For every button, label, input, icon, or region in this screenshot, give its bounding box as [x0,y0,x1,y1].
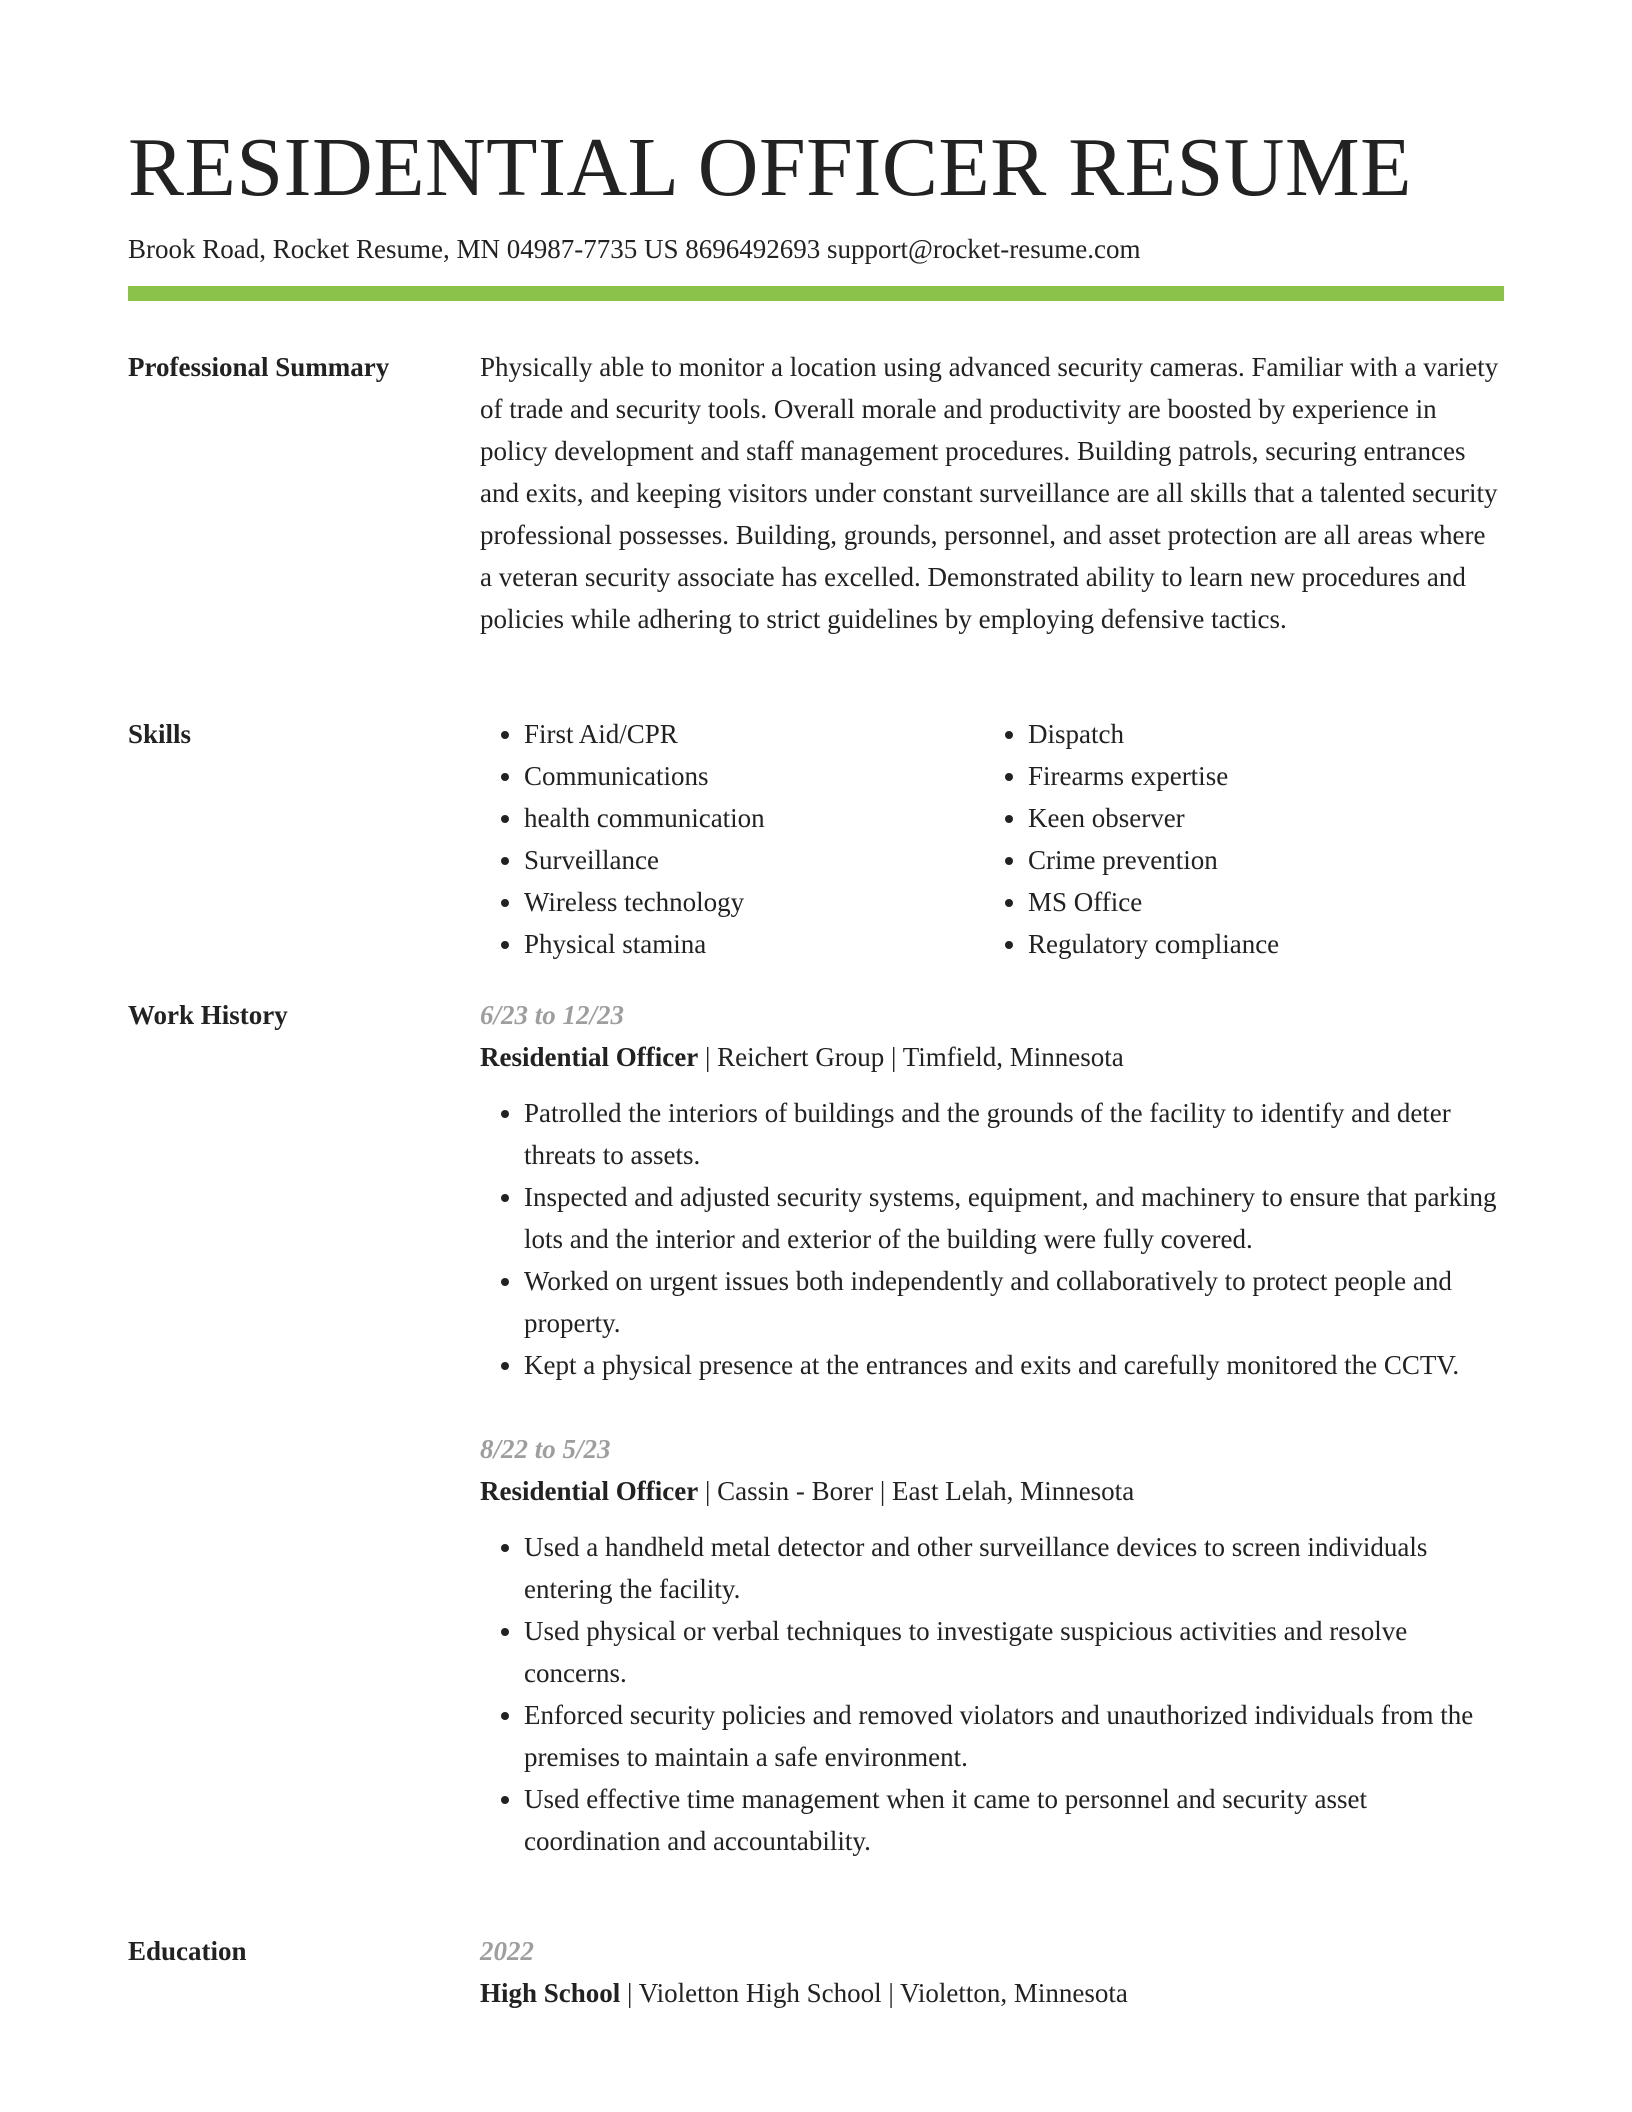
job-bullets [480,1526,1504,1862]
job-bullet: • Kept a physical presence at the entrances and exits and carefully monitored the CCTV. [524,1344,1504,1386]
skills-list-left [480,713,984,965]
skills-label: Skills [128,719,192,749]
skill-item: • Physical stamina [524,923,984,965]
skill-item: • MS Office [1028,881,1488,923]
skills-list-right [984,713,1488,965]
header-divider [128,286,1504,301]
job-bullet: • Used effective time management when it came to personnel and security asset coordination and accountability. [524,1778,1504,1862]
summary-label: Professional Summary [128,352,390,382]
skill-item: • health communication [524,797,984,839]
job-title-line [480,1036,1504,1078]
education-label: Education [128,1936,247,1966]
job-title-line [480,1470,1504,1512]
education-date: 2022 [480,1936,534,1966]
job-details: | Reichert Group | Timfield, Minnesota [698,1042,1124,1072]
skill-item: • Wireless technology [524,881,984,923]
job-date: 8/22 to 5/23 [480,1434,611,1464]
job-role: Residential Officer [480,1476,699,1506]
job-bullet: • Worked on urgent issues both independently and collaboratively to protect people and property. [524,1260,1504,1344]
skill-item: • Keen observer [1028,797,1488,839]
job-bullet: • Used a handheld metal detector and other surveillance devices to screen individuals entering the facility. [524,1526,1504,1610]
skill-item: • Dispatch [1028,713,1488,755]
education-body [480,1930,1504,2014]
skill-item: • Communications [524,755,984,797]
job-entry [480,1428,1504,1862]
job-entry [480,994,1504,1386]
job-details: | Cassin - Borer | East Lelah, Minnesota [698,1476,1135,1506]
job-bullet: • Used physical or verbal techniques to investigate suspicious activities and resolve concerns. [524,1610,1504,1694]
skills-body [480,713,1504,965]
skill-item: • First Aid/CPR [524,713,984,755]
job-bullet: • Inspected and adjusted security systems, equipment, and machinery to ensure that parking lots and the interior and exterior of the building were fully covered. [524,1176,1504,1260]
skill-item: • Firearms expertise [1028,755,1488,797]
job-date: 6/23 to 12/23 [480,1000,625,1030]
summary-body [480,346,1504,640]
skill-item: • Crime prevention [1028,839,1488,881]
job-role: Residential Officer [480,1042,699,1072]
job-bullet: • Patrolled the interiors of buildings and the grounds of the facility to identify and deter threats to assets. [524,1092,1504,1176]
work-body [480,994,1504,1862]
job-bullet: • Enforced security policies and removed violators and unauthorized individuals from the premises to maintain a safe environment. [524,1694,1504,1778]
skill-item: • Regulatory compliance [1028,923,1488,965]
skill-item: • Surveillance [524,839,984,881]
education-degree: High School [480,1978,621,2008]
summary-text: Physically able to monitor a location using advanced security cameras. Familiar with a variety of trade and security tools. Overall morale and productivity are boosted by experience in policy development and staff management procedures. Building patrols, securing entrances and exits, and keeping visitors under constant surveillance are all skills that a talented security professional possesses. Building, grounds, personnel, and asset protection are all areas where a veteran security associate has excelled. Demonstrated ability to learn new procedures and policies while adhering to strict guidelines by employing defensive tactics. [480,352,1499,634]
work-label: Work History [128,1000,288,1030]
contact-line: Brook Road, Rocket Resume, MN 04987-7735 US 8696492693 support@rocket-resume.com [128,234,1141,264]
job-bullets [480,1092,1504,1386]
education-details: | Violetton High School | Violetton, Minnesota [620,1978,1128,2008]
education-line [480,1972,1504,2014]
resume-title: RESIDENTIAL OFFICER RESUME [128,121,1412,214]
